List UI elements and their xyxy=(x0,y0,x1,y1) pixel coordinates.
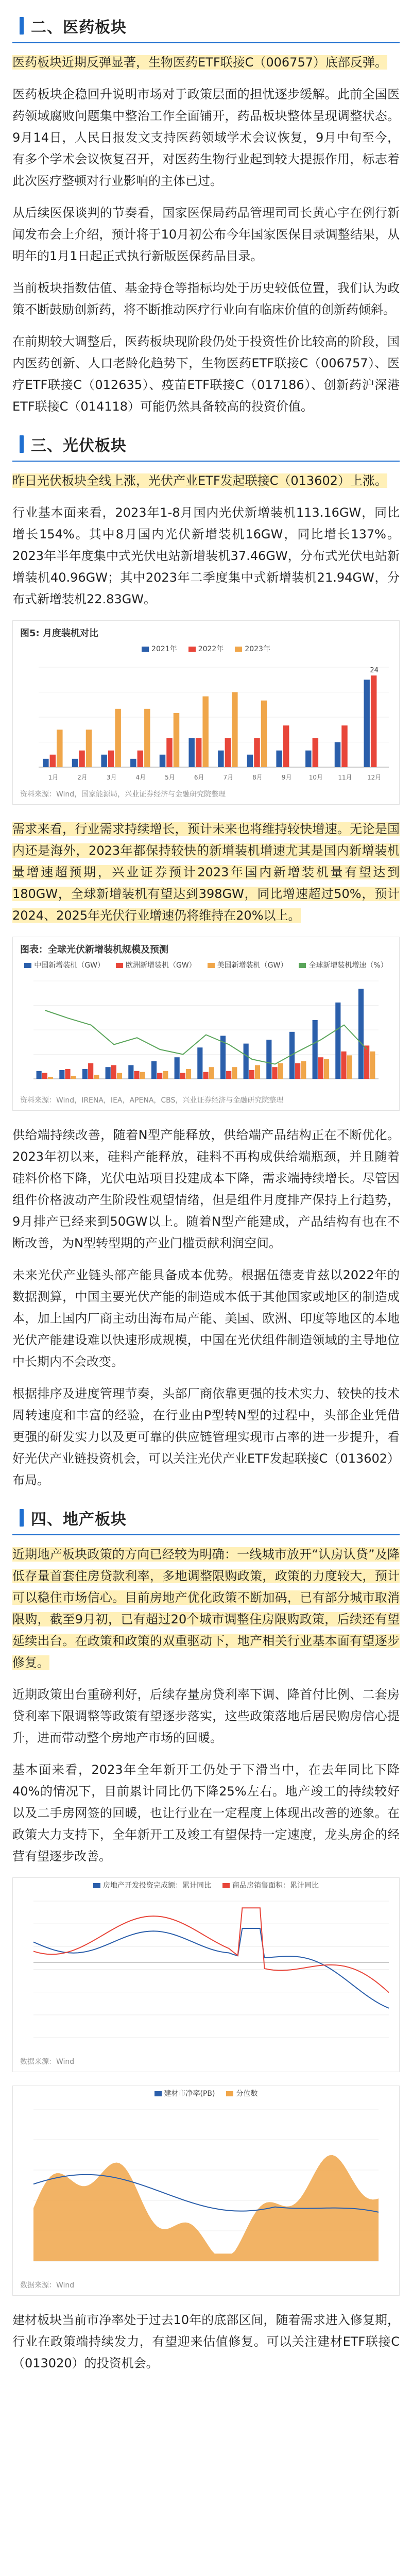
legend-item: 全球新增装机增速（%） xyxy=(299,960,387,970)
bar xyxy=(72,759,78,767)
bar xyxy=(324,1059,329,1079)
x-tick-label: 6月 xyxy=(194,774,204,781)
bar xyxy=(305,751,311,767)
monthly-install-chart xyxy=(12,620,400,805)
bar xyxy=(249,1070,254,1079)
chart-source: 数据来源：Wind xyxy=(20,2281,75,2290)
bar xyxy=(186,1069,191,1079)
bar xyxy=(225,738,231,767)
paragraph: 根据排序及进度管理节奏，头部厂商依靠更强的技术实力、较快的技术周转速度和丰富的经验，在行业由P型转N型的过程中，头部企业凭借更强的研发实力以及更可靠的供应链管理实现市占率的进一步提升，看好光伏产业链投资机会，可以关注光伏产业ETF发起联接C（013602）布局。 xyxy=(12,1386,400,1487)
bar xyxy=(261,701,267,767)
section-accent-bar xyxy=(20,435,24,453)
legend-item: 分位数 xyxy=(226,2088,258,2098)
paragraph: 需求来看，行业需求持续增长，预计未来也将维持较快增速。无论是国内还是海外，2023年都保持较快的新增装机增速尤其是国内新增装机量增速超预期，兴业证券预计2023年国内新增装机量有望达到180GW，全球新增装机有望达到398GW，同比增速超过50%，预计2024、2025年光伏行业增速仍将维持在20%以上。 xyxy=(12,822,400,923)
section-accent-bar xyxy=(20,17,24,35)
section-title: 二、医药板块 xyxy=(31,19,127,37)
bar xyxy=(301,1061,306,1079)
paragraph: 供给端持续改善，随着N型产能释放，供给端产品结构正在不断优化。2023年初以来，硅料产能释放，硅料不再构成供给端瓶颈，并且随着硅料价格下降，光伏电站项目投建成本下降，需求端持续增长。尽管因组件价格波动产生阶段性观望情绪，但是组件月度排产保持上行趋势，9月排产已经来到50GW以上。随着N型产能建成，产品结构有也在不断改善，为N型转型期的产业门槛贡献利润空间。 xyxy=(12,1128,400,1250)
paragraph: 当前板块指数估值、基金持仓等指标均处于历史较低位置，我们认为政策不断鼓励创新药，将不断推动医疗行业向有临床价值的创新药倾斜。 xyxy=(12,281,400,317)
solar-section-3 xyxy=(0,1124,412,1491)
bar xyxy=(50,755,56,767)
x-tick-label: 12月 xyxy=(367,774,382,781)
x-tick-label: 3月 xyxy=(106,774,117,781)
bar xyxy=(106,1067,111,1079)
bar-chart-svg xyxy=(13,657,399,786)
bar xyxy=(272,1067,277,1079)
legend-item: 中国新增装机（GW） xyxy=(24,960,105,970)
solar-section xyxy=(0,470,412,610)
realestate-section xyxy=(0,1544,412,1867)
bar xyxy=(283,725,289,767)
bar xyxy=(226,1071,231,1079)
bar xyxy=(341,725,347,767)
paragraph: 在前期较大调整后，医药板块现阶段仍处于投资性价比较高的阶段，国内医药创新、人口老龄化趋势下，生物医药ETF联接C（006757）、医疗ETF联接C（012635）、疫苗ETF联接C（017186）、创新药沪深港ETF联接C（014118）可能仍然具备较高的投资价值。 xyxy=(12,334,400,414)
bar xyxy=(43,759,48,767)
x-tick-label: 5月 xyxy=(165,774,175,781)
bar xyxy=(138,751,143,767)
paragraph: 从后续医保谈判的节奏看，国家医保局药品管理司司长黄心宇在例行新闻发布会上介绍，预计将于10月初公布今年国家医保目录调整结果，从明年的1月1日起正式执行新版医保药品目录。 xyxy=(12,206,400,263)
bar xyxy=(188,738,194,767)
paragraph: 行业基本面来看，2023年1-8月国内光伏新增装机113.16GW，同比增长154%。其中8月国内光伏新增装机16GW，同比增长137%。2023年半年度集中式光伏电站新增装机37.46GW，分布式光伏电站新增装机40.96GW；其中2023年二季度集中式新增装机21.94GW，分布式新增装机22.83GW。 xyxy=(12,505,400,606)
paragraph: 基本面来看，2023年全年新开工仍处于下滑当中，在去年同比下降40%的情况下，目前累计同比仍下降25%左右。地产竣工的持续较好以及二手房网签的回暖，也让行业在一定程度上体现出改善的迹象。在政策大力支持下，全年新开工及竣工有望保持一定速度，龙头房企的经营有望逐步改善。 xyxy=(12,1762,400,1863)
bar xyxy=(175,1057,180,1079)
global-install-chart xyxy=(12,937,400,1111)
chart-title: 图表：全球光伏新增装机规模及预测 xyxy=(20,944,168,955)
bar xyxy=(57,730,62,767)
bar xyxy=(196,738,201,767)
bar xyxy=(254,738,260,767)
series-line xyxy=(33,1908,389,1992)
bar xyxy=(313,738,318,767)
bar xyxy=(88,1063,93,1079)
area-chart-svg xyxy=(13,2102,399,2277)
bar xyxy=(364,680,369,767)
line-chart-svg xyxy=(13,1893,399,2053)
chart-source: 资料来源：Wind，国家能源局，兴业证券经济与金融研究院整理 xyxy=(20,790,226,799)
section-header-solar xyxy=(12,428,400,462)
bar xyxy=(65,1069,70,1079)
section-header-realestate xyxy=(12,1501,400,1535)
series-line xyxy=(33,1928,389,2008)
bar xyxy=(71,1076,76,1079)
realestate-yoy-chart xyxy=(12,1877,400,2072)
bar xyxy=(82,1069,88,1079)
bar xyxy=(313,1020,318,1079)
chart-legend xyxy=(13,958,399,973)
x-tick-label: 9月 xyxy=(281,774,292,781)
bar xyxy=(371,675,376,767)
bar xyxy=(157,1073,162,1079)
bar xyxy=(232,692,237,768)
paragraph: 未来光伏产业链头部产能具备成本优势。根据伍德麦肯兹以2022年的数据测算，中国主要光伏产能的制造成本低于其他国家或地区的制造成本，加上国内厂商主动出海布局产能、美国、欧洲、印度等地区的本地光伏产能建设难以快速形成规模，中国在光伏组件制造领域的主导地位中长期内不会改变。 xyxy=(12,1268,400,1369)
bar xyxy=(341,1052,346,1079)
bar xyxy=(86,730,92,767)
x-tick-label: 10月 xyxy=(308,774,323,781)
growth-line xyxy=(45,1010,367,1064)
bar xyxy=(276,751,282,767)
bar xyxy=(295,1063,300,1079)
bar xyxy=(128,1065,133,1079)
x-tick-label: 4月 xyxy=(135,774,146,781)
legend-item: 2021年 xyxy=(142,643,177,654)
bar xyxy=(335,742,340,768)
bar xyxy=(358,989,364,1079)
bar xyxy=(255,1065,260,1079)
legend-item: 2023年 xyxy=(235,643,270,654)
legend-item: 美国新增装机（GW） xyxy=(208,960,288,970)
x-tick-label: 8月 xyxy=(252,774,263,781)
chart-source: 资料来源：Wind，IRENA，IEA，APENA，CBS，兴业证券经济与金融研究院整理 xyxy=(20,1096,284,1105)
bar xyxy=(144,709,150,767)
chart-legend xyxy=(13,2086,399,2102)
bar xyxy=(130,759,136,767)
chart-legend xyxy=(13,1878,399,1893)
bar xyxy=(232,1067,237,1079)
bar xyxy=(335,1003,340,1079)
bar xyxy=(244,1044,249,1079)
bar xyxy=(101,755,107,767)
section-title: 三、光伏板块 xyxy=(31,437,127,455)
solar-section-2 xyxy=(0,818,412,926)
x-tick-label: 2月 xyxy=(77,774,88,781)
section-accent-bar xyxy=(20,1509,24,1527)
section-title: 四、地产板块 xyxy=(31,1511,127,1529)
bar xyxy=(318,1057,323,1079)
bar xyxy=(140,1072,145,1079)
bar xyxy=(209,1067,214,1079)
bar xyxy=(115,709,121,767)
bar xyxy=(111,1065,116,1079)
legend-item: 建材市净率(PB) xyxy=(154,2088,215,2098)
legend-item: 商品房销售面积：累计同比 xyxy=(222,1880,319,1890)
bar xyxy=(247,755,253,767)
paragraph: 建材板块当前市净率处于过去10年的底部区间，随着需求进入修复期，行业在政策端持续发力，有望迎来估值修复。可以关注建材ETF联接C（013020）的投资机会。 xyxy=(12,2313,400,2370)
bar xyxy=(266,1040,271,1079)
bar xyxy=(117,1073,122,1079)
chart-title: 图5: 月度装机对比 xyxy=(20,628,98,639)
paragraph: 医药板块企稳回升说明市场对于政策层面的担忧逐步缓解。此前全国医药领域腐败问题集中整治工作全面铺开，药品板块整体呈现调整状态。9月14日，人民日报发文支持医药领域学术会议恢复，9月中旬至今，有多个学术会议恢复召开，对医药生物行业起到较大提振作用，标志着此次医疗整顿对行业影响的主体已过。 xyxy=(12,87,400,188)
chart-source: 数据来源：Wind xyxy=(20,2058,75,2066)
bar xyxy=(163,1071,168,1079)
bar xyxy=(218,751,224,767)
bar xyxy=(278,1063,283,1079)
x-tick-label: 11月 xyxy=(338,774,352,781)
bar xyxy=(202,697,208,767)
bar xyxy=(180,1073,185,1079)
bar xyxy=(48,1077,53,1079)
bar xyxy=(203,1072,208,1079)
pharma-section xyxy=(0,52,412,417)
bar xyxy=(151,1061,157,1079)
bar xyxy=(197,1047,202,1079)
bar xyxy=(347,1055,352,1079)
bar xyxy=(174,713,179,767)
legend-item: 房地产开发投资完成额：累计同比 xyxy=(93,1880,211,1890)
paragraph: 昨日光伏板块全线上涨，光伏产业ETF发起联接C（013602）上涨。 xyxy=(12,473,388,488)
section-header-pharma xyxy=(12,9,400,43)
bar xyxy=(94,1075,99,1079)
chart-legend xyxy=(13,641,399,657)
x-tick-label: 7月 xyxy=(223,774,234,781)
bar xyxy=(108,751,114,767)
bar xyxy=(370,1052,375,1079)
paragraph: 近期地产板块政策的方向已经较为明确：一线城市放开“认房认贷”及降低存量首套住房贷款利率，多地调整限购政策，政策的力度较大，预计可以稳住市场信心。目前房地产优化政策不断加码，已有部分城市取消限购，截至9月初，已有超过20个城市调整住房限购政策，后续还有望延续出台。在政策和政策的双重驱动下，地产相关行业基本面有望逐步修复。 xyxy=(12,1547,400,1670)
data-label: 24 xyxy=(370,667,379,674)
bar xyxy=(166,738,172,767)
x-tick-label: 1月 xyxy=(48,774,59,781)
building-materials-pb-chart xyxy=(12,2086,400,2296)
bar xyxy=(364,1045,369,1079)
bar xyxy=(79,751,84,767)
paragraph: 近期政策出台重磅利好，后续存量房贷利率下调、降首付比例、二套房贷利率下限调整等政策有望逐步落实，这些政策落地后居民购房信心提升，进而带动整个房地产市场的回暖。 xyxy=(12,1687,400,1745)
realestate-section-2 xyxy=(0,2309,412,2374)
bar xyxy=(42,1073,47,1079)
bar xyxy=(37,1071,42,1079)
bar xyxy=(59,1070,64,1079)
legend-item: 欧洲新增装机（GW） xyxy=(116,960,196,970)
paragraph: 医药板块近期反弹显著，生物医药ETF联接C（006757）底部反弹。 xyxy=(12,55,388,70)
bar xyxy=(160,755,165,767)
combo-chart-svg xyxy=(13,973,399,1092)
bar xyxy=(134,1071,139,1079)
legend-item: 2022年 xyxy=(188,643,224,654)
